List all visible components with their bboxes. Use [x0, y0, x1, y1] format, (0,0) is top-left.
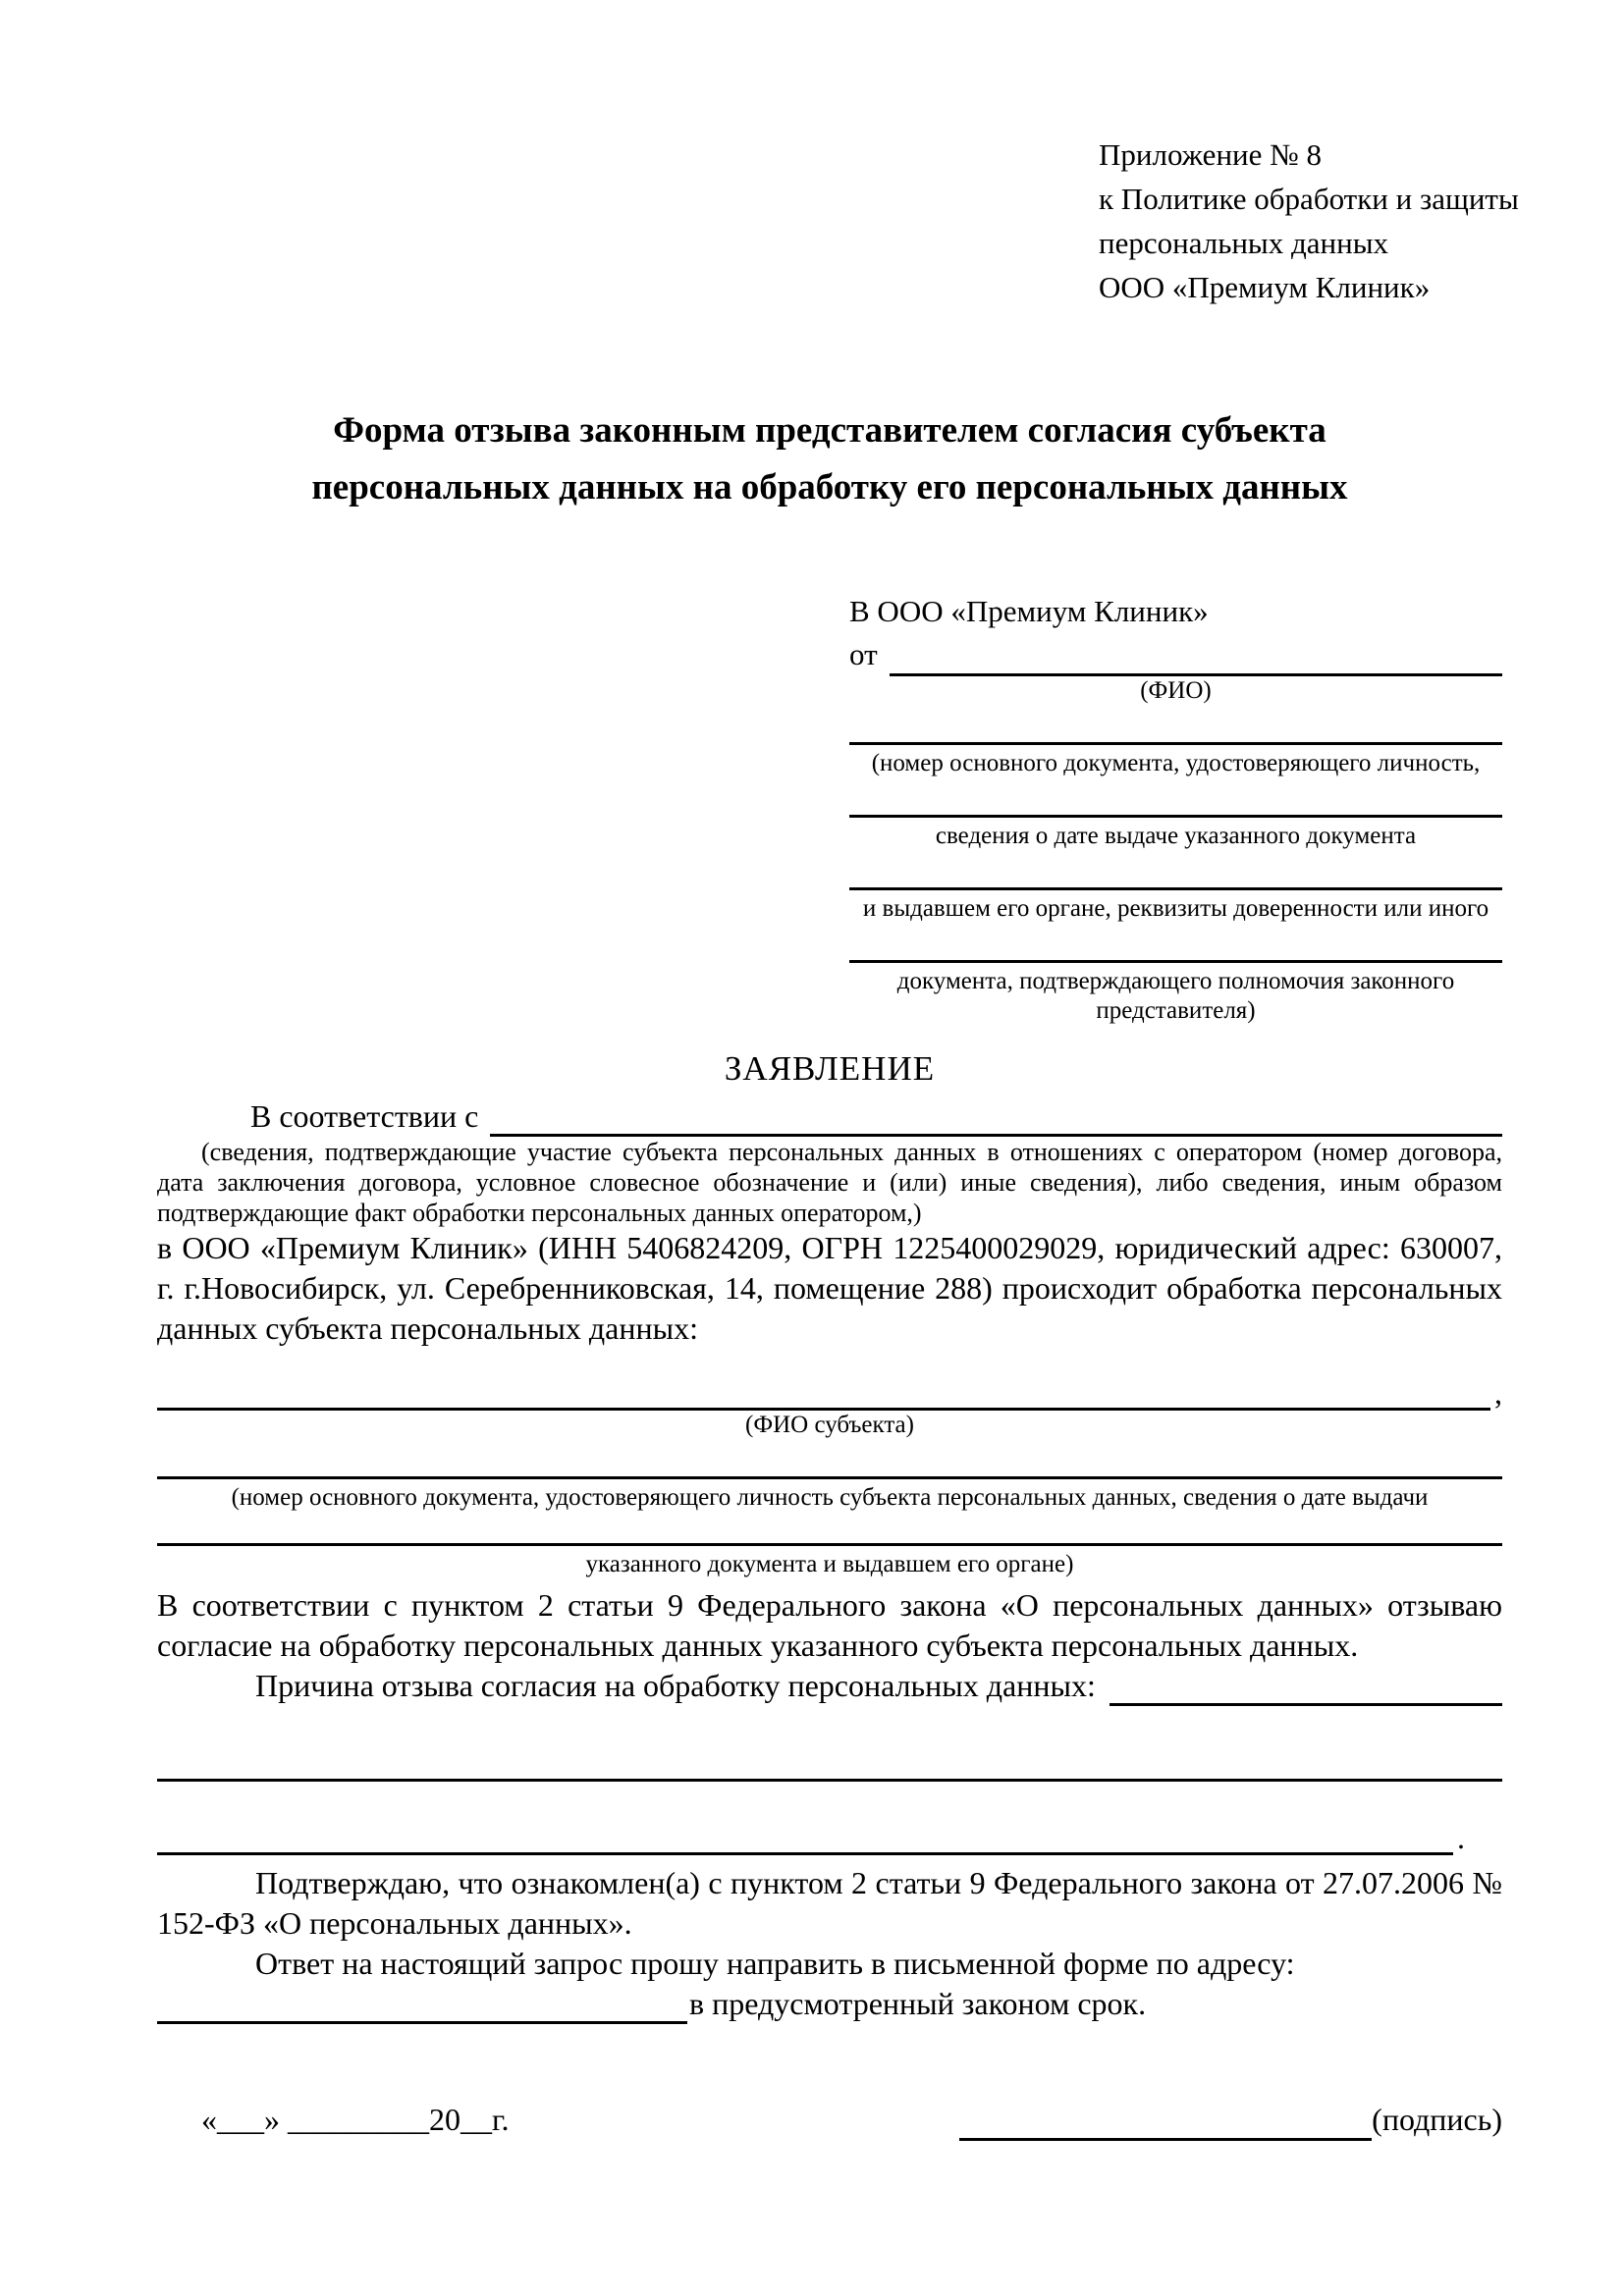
addressee-to: В ООО «Премиум Клиник»: [849, 594, 1209, 628]
date-blank[interactable]: «___» _________20__г.: [201, 2102, 510, 2137]
response-suffix: в предусмотренный законом срок.: [689, 1986, 1147, 2021]
representative-doc-blank-field[interactable]: [849, 957, 1502, 963]
reason-blank-field[interactable]: [1110, 1670, 1502, 1706]
appendix-header: [1099, 133, 1519, 309]
from-fio-blank-field[interactable]: [890, 640, 1502, 676]
blank-caption: сведения о дате выдаче указанного документа: [935, 823, 1417, 849]
statement-heading: ЗАЯВЛЕНИЕ: [724, 1049, 936, 1088]
withdrawal-paragraph: В соответствии с пунктом 2 статьи 9 Федерального закона «О персональных данных» отзываю согласие на обработку персональных данных указанного субъекта персональных данных.: [157, 1587, 1502, 1663]
representative-doc-blank-field[interactable]: [849, 739, 1502, 745]
representative-doc-blank-unit: [849, 812, 1502, 851]
subject-doc-caption: указанного документа и выдавшем его органе): [585, 1551, 1074, 1577]
blank-caption: и выдавшем его органе, реквизиты доверенности или иного: [862, 895, 1489, 922]
trailing-comma: ,: [1494, 1375, 1502, 1411]
subject-doc-blank-unit: [157, 1540, 1502, 1579]
reason-blank-field[interactable]: [157, 1745, 1502, 1782]
subject-fio-blank-unit: [157, 1374, 1502, 1440]
reason-continuation-row: [157, 1819, 1502, 1855]
appendix-header-line: персональных данных: [1099, 226, 1389, 260]
accordance-row: [157, 1096, 1502, 1137]
reason-blank-field[interactable]: [157, 1819, 1453, 1855]
subject-doc-blank-unit: [157, 1473, 1502, 1513]
accordance-blank-field[interactable]: [490, 1100, 1502, 1137]
representative-doc-blank-unit: [849, 739, 1502, 778]
response-address-blank-field[interactable]: [157, 1988, 687, 2024]
signature-block: [959, 2098, 1502, 2141]
signature-caption: (подпись): [1372, 2102, 1502, 2137]
fine-print-note: (сведения, подтверждающие участие субъекта персональных данных в отношениях с оператором (номер договора, дата заключения договора, условное словесное обозначение и (или) иные сведения), либо сведения, иным образом подтверждающие факт обработки персональных данных оператором,): [157, 1138, 1502, 1227]
trailing-period: .: [1457, 1820, 1465, 1855]
addressee-block: [849, 590, 1502, 1026]
footer-row: [157, 2098, 1502, 2141]
signature-blank-field[interactable]: [959, 2105, 1372, 2141]
appendix-header-line: Приложение № 8: [1099, 137, 1322, 172]
fio-caption: (ФИО): [1140, 677, 1212, 704]
subject-fio-blank-field[interactable]: [157, 1374, 1490, 1411]
operator-paragraph: в ООО «Премиум Клиник» (ИНН 5406824209, ОГРН 1225400029029, юридический адрес: 630007, г. г.Новосибирск, ул. Серебренниковская, 14, помещение 288) происходит обработка персональных данных субъекта персональных данных:: [157, 1230, 1502, 1346]
from-row: [849, 633, 1502, 676]
blank-caption: (номер основного документа, удостоверяющего личность,: [871, 750, 1481, 776]
from-label: от: [849, 637, 878, 671]
page-title: Форма отзыва законным представителем согласия субъекта персональных данных на обработку его персональных данных: [311, 410, 1348, 507]
appendix-header-line: к Политике обработки и защиты: [1099, 182, 1519, 216]
representative-doc-blank-unit: [849, 884, 1502, 924]
confirmation-paragraph: Подтверждаю, что ознакомлен(а) с пунктом 2 статьи 9 Федерального закона от 27.07.2006 № 152-ФЗ «О персональных данных».: [157, 1865, 1502, 1941]
representative-doc-blank-unit: [849, 957, 1502, 1026]
representative-doc-blank-field[interactable]: [849, 884, 1502, 890]
response-paragraph: Ответ на настоящий запрос прошу направить в письменной форме по адресу:: [255, 1946, 1295, 1981]
appendix-header-line: ООО «Премиум Клиник»: [1099, 270, 1431, 304]
response-address-row: [157, 1984, 1502, 2024]
subject-doc-caption: (номер основного документа, удостоверяющего личность субъекта персональных данных, сведения о дате выдачи: [231, 1484, 1429, 1511]
subject-doc-blank-field[interactable]: [157, 1473, 1502, 1479]
representative-doc-blank-field[interactable]: [849, 812, 1502, 818]
subject-doc-blank-field[interactable]: [157, 1540, 1502, 1546]
reason-continuation-row: [157, 1745, 1502, 1782]
reason-row: [157, 1666, 1502, 1706]
subject-fio-caption: (ФИО субъекта): [745, 1412, 914, 1438]
blank-caption: документа, подтверждающего полномочия законного представителя): [896, 968, 1455, 1024]
accordance-lead: В соответствии с: [250, 1098, 479, 1134]
reason-lead: Причина отзыва согласия на обработку персональных данных:: [255, 1668, 1096, 1703]
